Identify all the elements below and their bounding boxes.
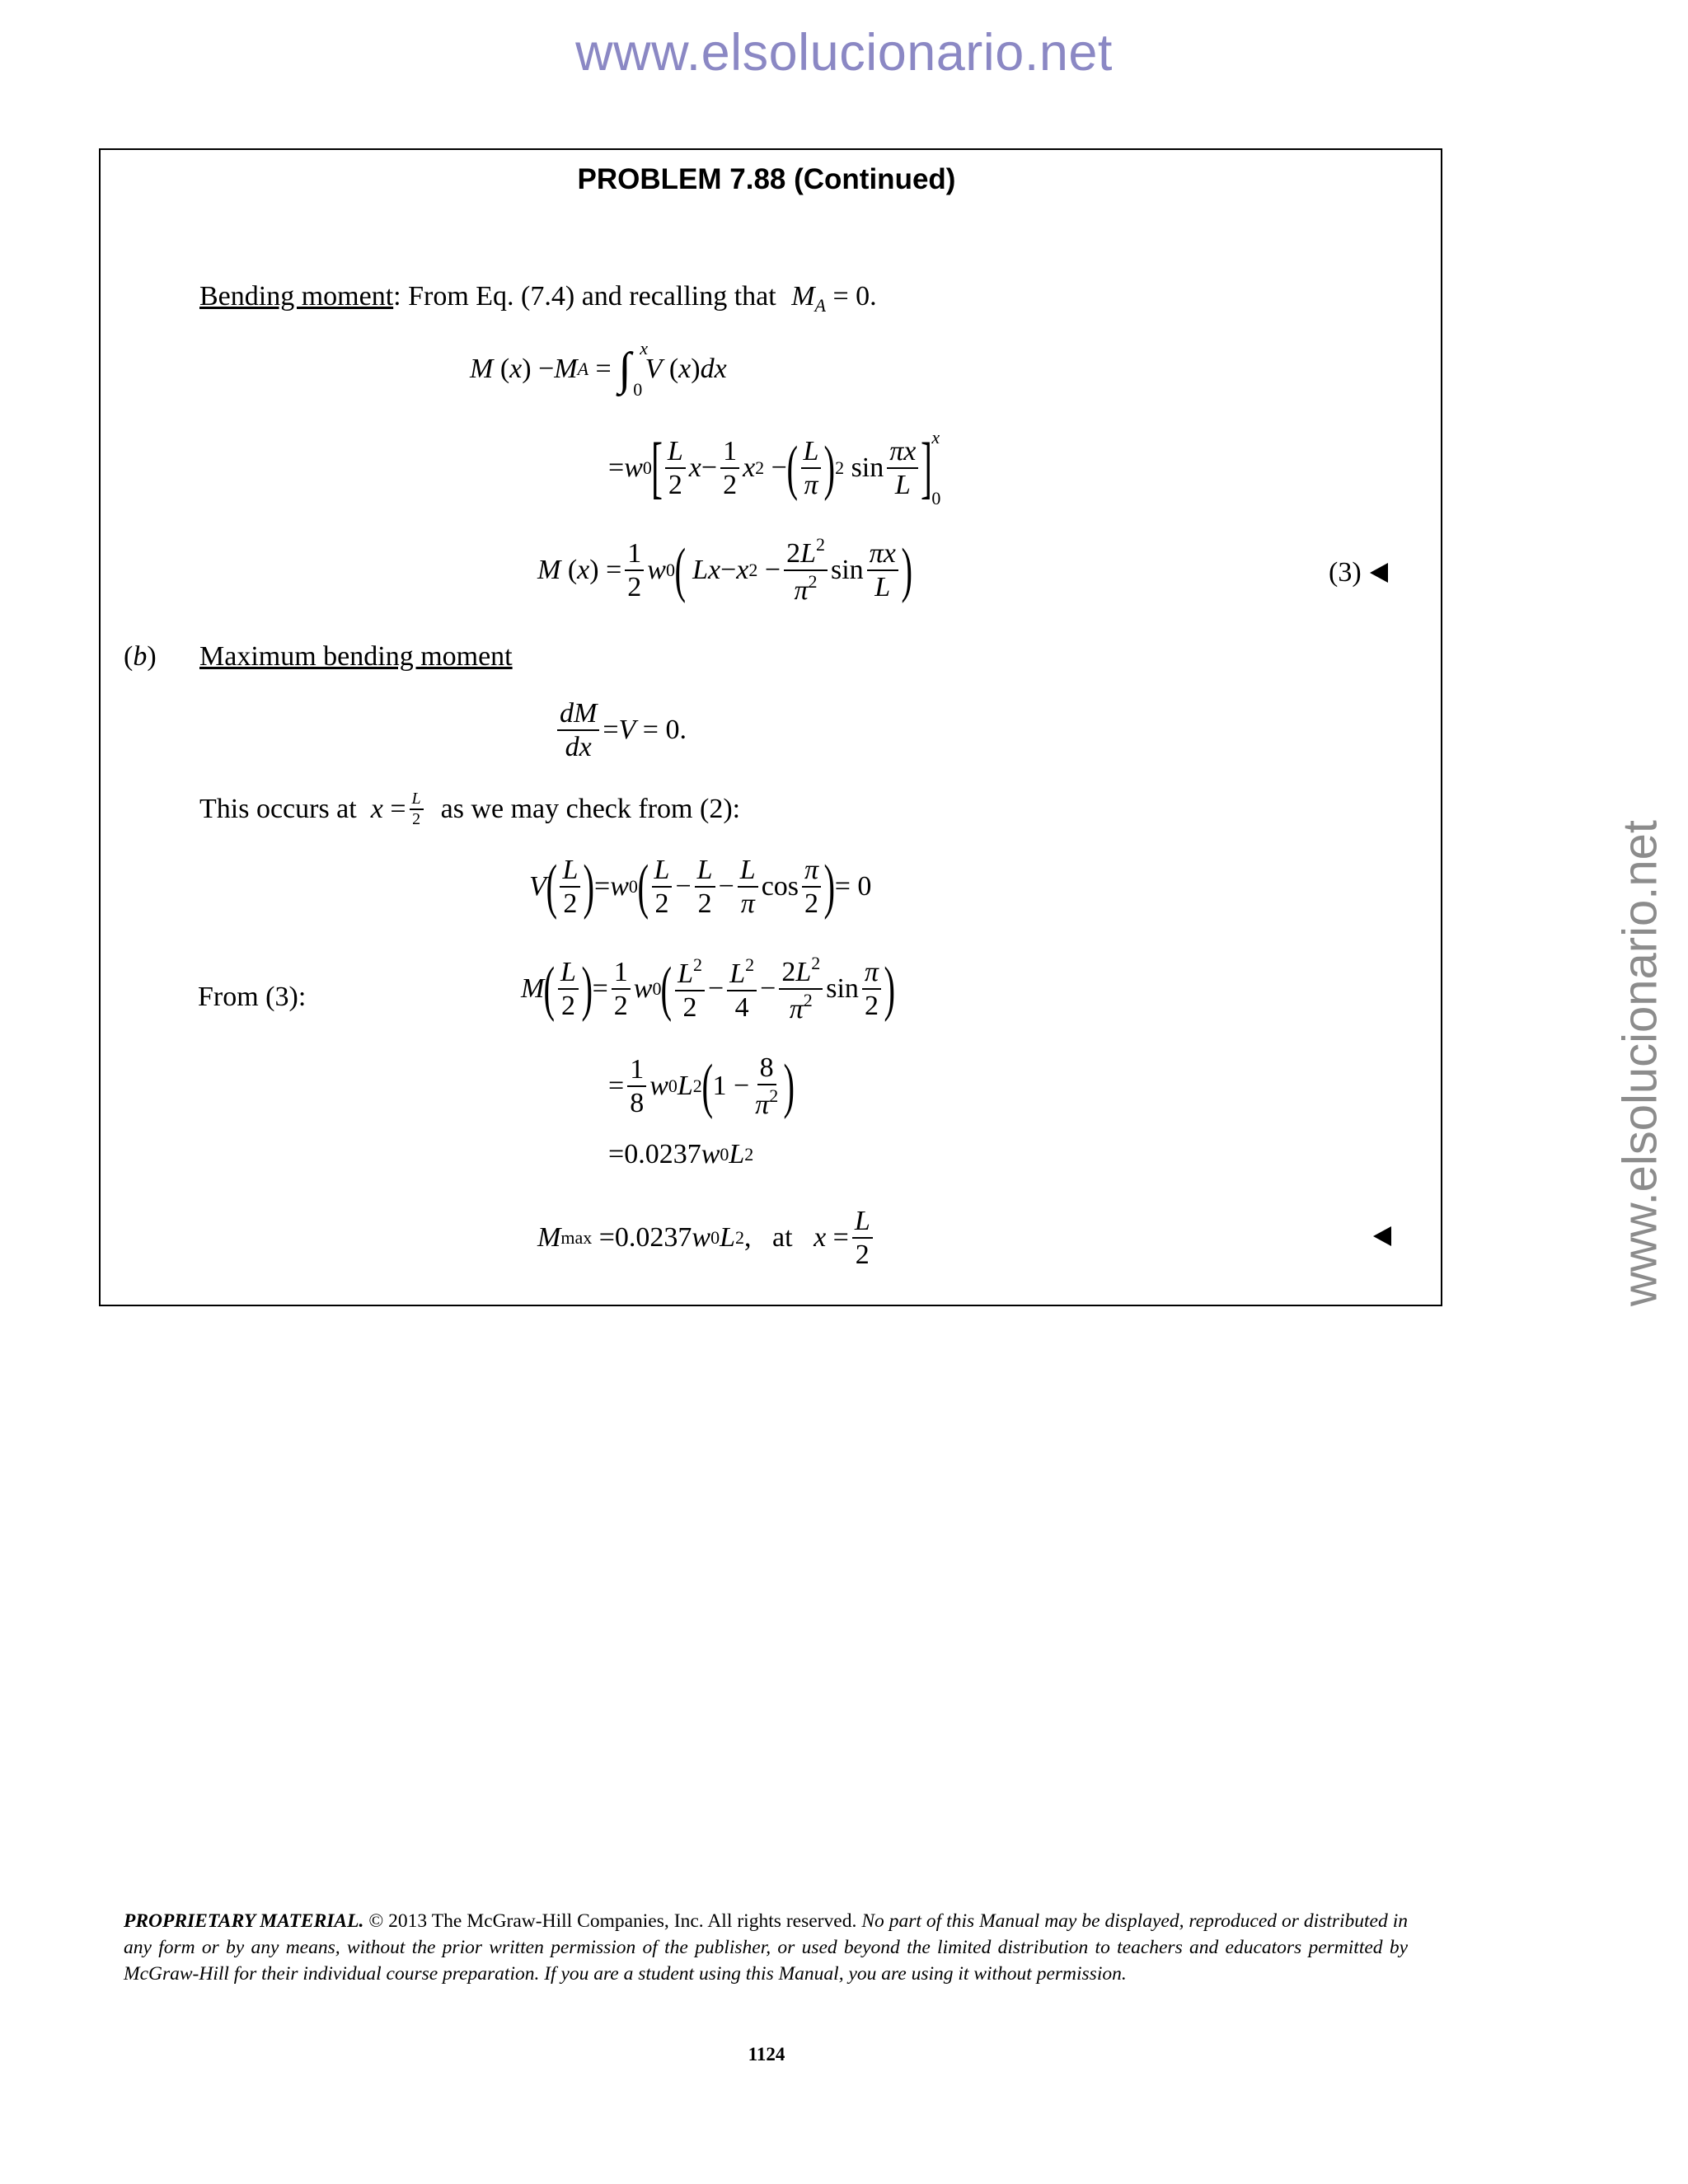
answer-arrow-icon xyxy=(1372,1225,1393,1248)
occurs-prefix: This occurs at xyxy=(199,794,357,824)
coef-value-2: 0.0237 xyxy=(614,1222,692,1254)
equation-numeric: = 0.0237 w 0 L 2 xyxy=(608,1139,754,1169)
equation-derivative: $\frac{dM}{dx}$ = V = 0. xyxy=(554,697,687,763)
problem-title: PROBLEM 7.88 (Continued) xyxy=(577,163,956,195)
coef-value: 0.0237 xyxy=(624,1139,701,1169)
bending-intro: Bending moment: From Eq. (7.4) and recalling that $M_A = 0$. xyxy=(199,281,877,316)
footer-italic: No part of this Manual may be displayed, reproduced or distributed in any form or by any means, without the prior written permission of the publisher, or used beyond the limited distribution to teachers and educators permitted by McGraw-Hill for their individual course preparation. If you are a student using this Manual, you are using it without permission. xyxy=(124,1910,1408,1985)
equation-number: (3) xyxy=(1329,557,1362,588)
equation-v-half: V ( $\frac{L}{2}$ ) = w 0 ( $\frac{L}{2}$ − $\frac{L}{2}$ − $\frac{L}{\pi}$ cos $\frac{\pi}{2}$ ) = 0 xyxy=(529,853,872,921)
equation-3-marker xyxy=(1329,557,1390,588)
proprietary-notice xyxy=(124,1908,1408,1987)
part-b-heading: Maximum bending moment xyxy=(199,641,513,672)
mmax-marker xyxy=(1372,1225,1393,1252)
bending-label: Bending moment xyxy=(199,281,394,312)
equation-bracket: = w 0 [ $\frac{L}{2}$ x − $\frac{1}{2}$ x 2 − ( $\frac{L}{\pi}$ ) 2 sin $\frac{\pi x}{L}$ ] x 0 xyxy=(608,427,941,509)
from3-label: From (3): xyxy=(198,982,307,1012)
occurs-line: This occurs at x = $\frac{L}{2}$ as we may check from (2): xyxy=(199,790,741,828)
watermark-side: www.elsolucionario.net xyxy=(1613,820,1667,1306)
at-label: at xyxy=(772,1222,793,1254)
equation-simplified: = $\frac{1}{8}$ w 0 L 2 ( 1 − $\frac{8}{\pi^2}$ ) xyxy=(608,1052,795,1121)
watermark-top: www.elsolucionario.net xyxy=(575,24,1113,82)
footer-copyright: © 2013 The McGraw-Hill Companies, Inc. All rights reserved. xyxy=(363,1910,857,1932)
occurs-suffix: as we may check from (2): xyxy=(440,794,741,824)
problem-frame xyxy=(99,148,1442,1306)
footer-bold: PROPRIETARY MATERIAL. xyxy=(124,1910,364,1932)
page-number: 1124 xyxy=(748,2044,785,2064)
bending-text: : From Eq. (7.4) and recalling that xyxy=(393,281,776,312)
answer-arrow-icon xyxy=(1368,561,1390,584)
equation-integral: M ( x ) − M A = ∫ x 0 V ( x ) dx xyxy=(470,338,727,400)
equation-m-half: M ( $\frac{L}{2}$ ) = $\frac{1}{2}$ w 0 ( $\frac{L^2}{2}$ − $\frac{L^2}{4}$ − $\frac{2L^2}{\pi^2}$ sin $\frac{\pi}{2}$ ) xyxy=(521,953,896,1025)
equation-3: M ( x ) = $\frac{1}{2}$ w 0 ( Lx − x 2 − $\frac{2L^2}{\pi^2}$ sin $\frac{\pi x}{L}$ ) xyxy=(537,534,912,607)
equation-mmax: M max = 0.0237 w 0 L 2 , at x = $\frac{L}{2}$ xyxy=(537,1205,876,1271)
part-b-label: (b) xyxy=(124,641,157,672)
